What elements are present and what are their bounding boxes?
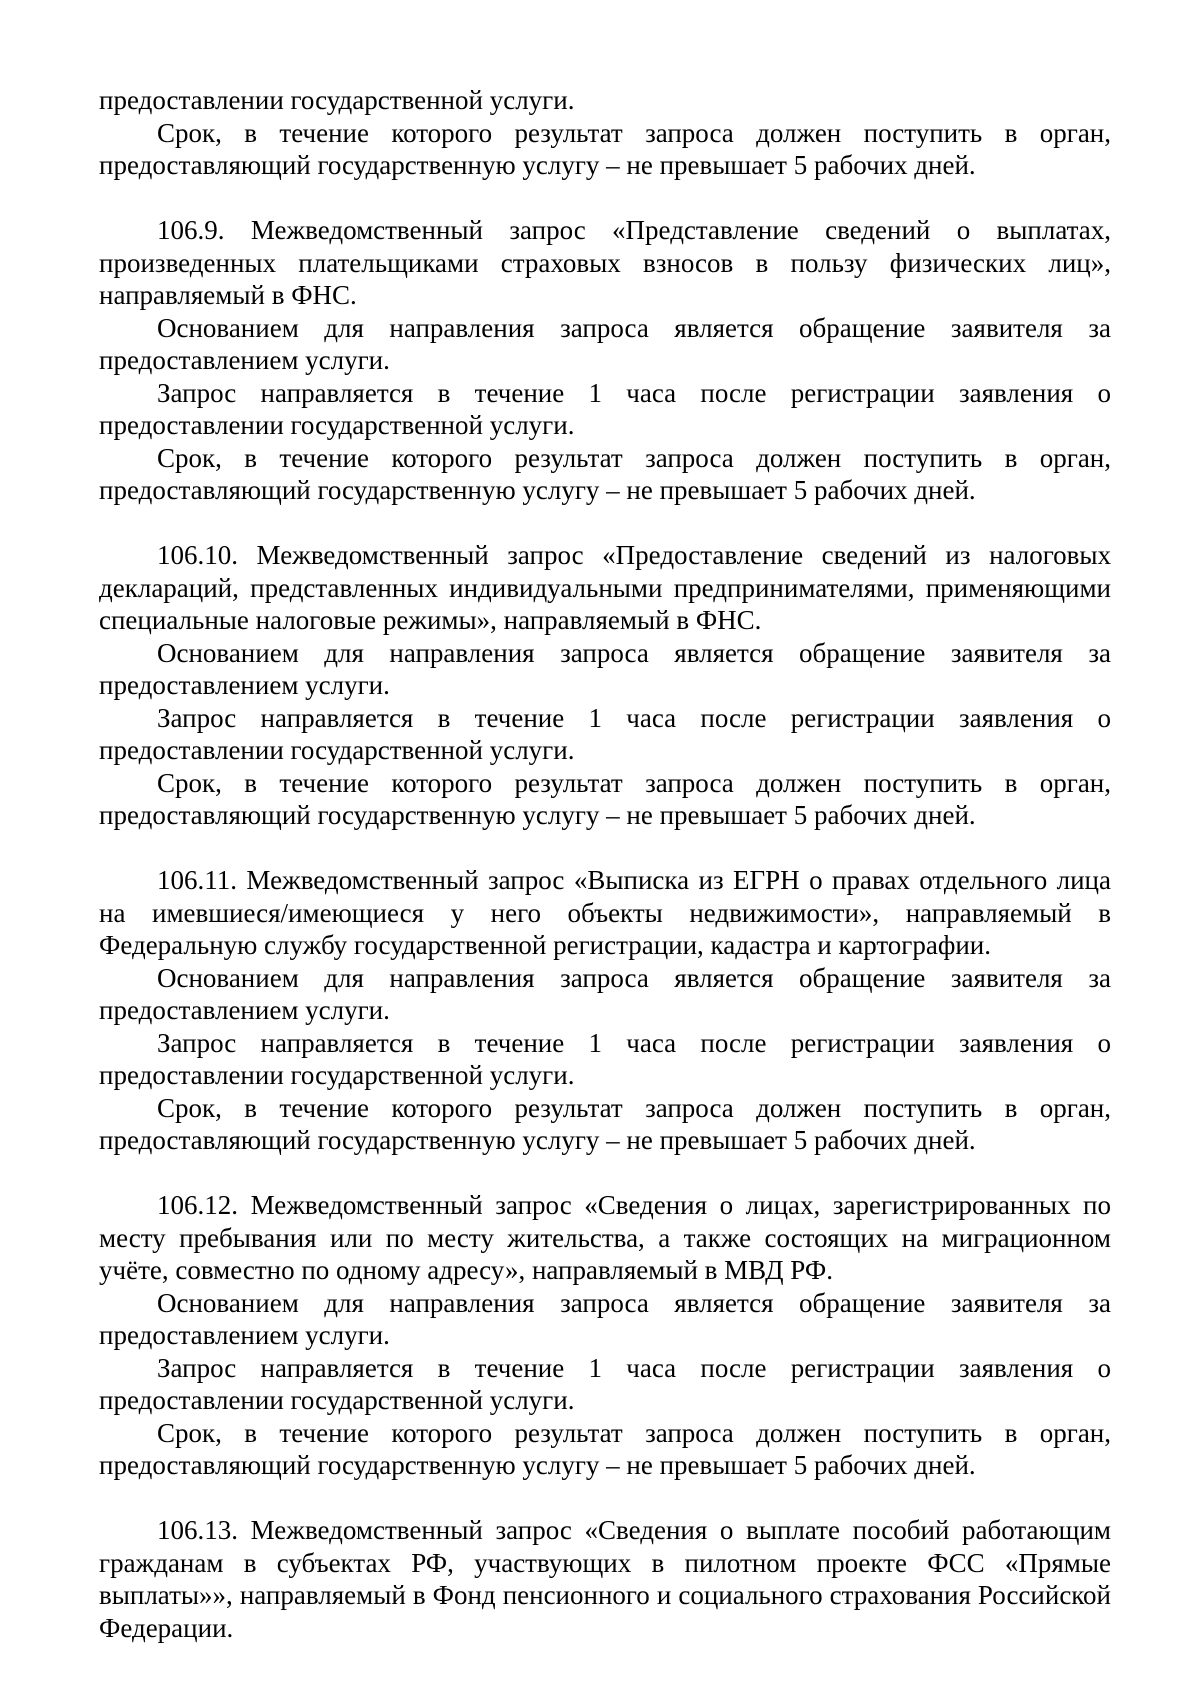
section-gap <box>99 1157 1111 1190</box>
intro-deadline-paragraph: Срок, в течение которого результат запроса должен поступить в орган, предоставляющий государственную услугу – не превышает 5 рабочих дней. <box>99 117 1111 180</box>
section-106-9-heading: 106.9. Межведомственный запрос «Представление сведений о выплатах, произведенных плательщиками страховых взносов в пользу физических лиц», направляемый в ФНС. <box>99 215 1111 310</box>
section-106-11-deadline: Срок, в течение которого результат запроса должен поступить в орган, предоставляющий государственную услугу – не превышает 5 рабочих дней. <box>99 1092 1111 1155</box>
section-106-11-basis: Основанием для направления запроса является обращение заявителя за предоставлением услуги. <box>99 962 1111 1025</box>
section-106-9-deadline: Срок, в течение которого результат запроса должен поступить в орган, предоставляющий государственную услугу – не превышает 5 рабочих дней. <box>99 442 1111 505</box>
section-106-12-basis: Основанием для направления запроса является обращение заявителя за предоставлением услуги. <box>99 1287 1111 1350</box>
section-106-10-basis: Основанием для направления запроса является обращение заявителя за предоставлением услуги. <box>99 637 1111 700</box>
document-body <box>99 84 1111 1644</box>
section-106-12-heading: 106.12. Межведомственный запрос «Сведения о лицах, зарегистрированных по месту пребывания или по месту жительства, а также состоящих на миграционном учёте, совместно по одному адресу», направляемый в МВД РФ. <box>99 1190 1111 1285</box>
section-106-11-heading: 106.11. Межведомственный запрос «Выписка из ЕГРН о правах отдельного лица на имевшиеся/имеющиеся у него объекты недвижимости», направляемый в Федеральную службу государственной регистрации, кадастра и картографии. <box>99 865 1111 960</box>
section-106-13-heading: 106.13. Межведомственный запрос «Сведения о выплате пособий работающим гражданам в субъектах РФ, участвующих в пилотном проекте ФСС «Прямые выплаты»», направляемый в Фонд пенсионного и социального страхования Российской Федерации. <box>99 1515 1111 1643</box>
section-106-12-timing: Запрос направляется в течение 1 часа после регистрации заявления о предоставлении государственной услуги. <box>99 1352 1111 1415</box>
section-106-12-deadline: Срок, в течение которого результат запроса должен поступить в орган, предоставляющий государственную услугу – не превышает 5 рабочих дней. <box>99 1417 1111 1480</box>
section-106-11-timing: Запрос направляется в течение 1 часа после регистрации заявления о предоставлении государственной услуги. <box>99 1027 1111 1090</box>
section-106-10-timing: Запрос направляется в течение 1 часа после регистрации заявления о предоставлении государственной услуги. <box>99 702 1111 765</box>
section-106-10-deadline: Срок, в течение которого результат запроса должен поступить в орган, предоставляющий государственную услугу – не превышает 5 рабочих дней. <box>99 767 1111 830</box>
section-106-9-timing: Запрос направляется в течение 1 часа после регистрации заявления о предоставлении государственной услуги. <box>99 377 1111 440</box>
section-gap <box>99 1482 1111 1515</box>
section-gap <box>99 507 1111 540</box>
intro-line-tail: предоставлении государственной услуги. <box>99 85 575 115</box>
section-gap <box>99 182 1111 215</box>
section-gap <box>99 832 1111 865</box>
section-106-9-basis: Основанием для направления запроса является обращение заявителя за предоставлением услуги. <box>99 312 1111 375</box>
section-106-10-heading: 106.10. Межведомственный запрос «Предоставление сведений из налоговых деклараций, представленных индивидуальными предпринимателями, применяющими специальные налоговые режимы», направляемый в ФНС. <box>99 540 1111 635</box>
